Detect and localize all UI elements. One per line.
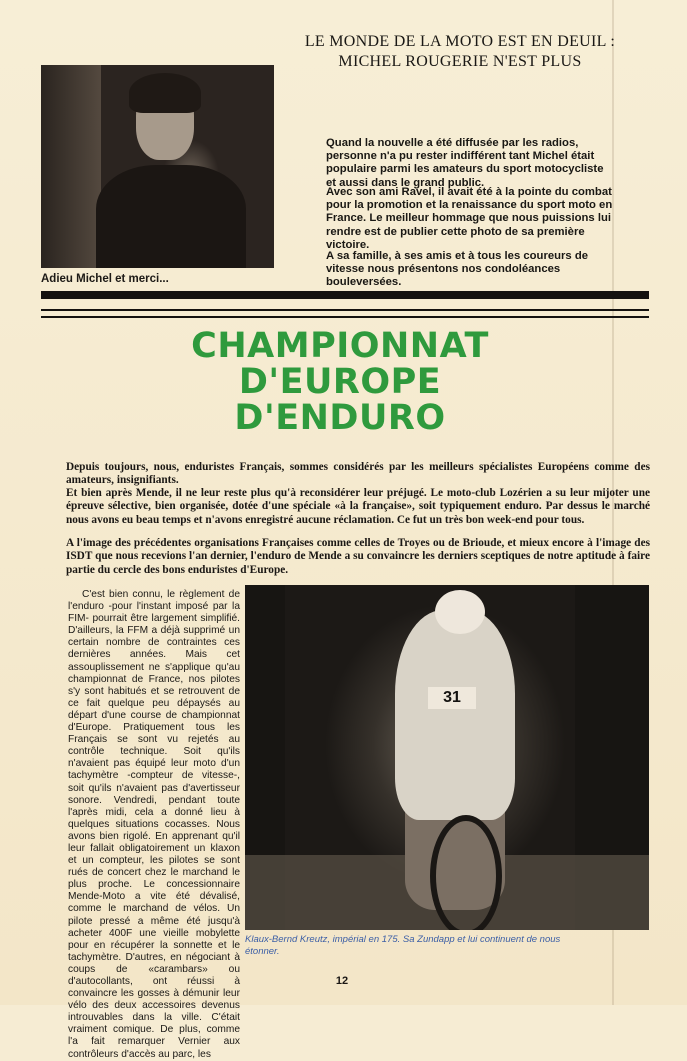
intro-paragraph-2: Et bien après Mende, il ne leur reste plus qu'à reconsidérer leur préjugé. Le moto-club Lozérien a su leur mijoter une épreuve sélective, bien organisée, dotée d'une spéciale «à la française», soit typiquement enduro. Par dessus le marché nous avons eu beau temps et n'avons enregistré aucune réclamation. Ce fut un très bon week-end pour tous.	[66, 487, 650, 526]
photo-helmet	[435, 590, 485, 634]
article-title-line-1: CHAMPIONNAT	[191, 326, 489, 366]
article-body-column: C'est bien connu, le règlement de l'enduro -pour l'instant imposé par la FIM- pourrait être largement simplifié. D'ailleurs, la FFM a déjà supprimé un certain nombre de contraintes ces dernières années. Mais cet assouplissement ne s'applique qu'au championnat de France, nos pilotes s'y sont habitués et se retrouvent de ce fait quelque peu dépaysés au départ d'une course de championnat d'Europe. Pratiquement tous les Français se sont vu rejetés au contrôle technique. Soit qu'ils n'avaient pas équipé leur moto d'un tachymètre -compteur de vitesse-, soit qu'ils n'avaient pas d'avertisseur sonore. Vendredi, pendant toute l'après midi, cela a donné lieu à quelques situations cocasses. Nous avons bien rigolé. En apprenant qu'il leur fallait obligatoirement un klaxon et un compteur, les pilotes se sont rués de concert chez le marchand le plus proche. Le concessionnaire Mende-Moto a vite été dévalisé, comme le marchand de vélos. Un pilote pressé a même été jusqu'à acheter 400F une vieille mobylette pour en récupérer la sonnette et le tachymètre. D'autres, en négociant à coups de «carambars» ou d'autocollants, ont réussi à convaincre les gosses à démunir leur vélo des deux accessoires devenus introuvables dans la ville. C'était vraiment comique. De plus, comme l'a fait remarquer Vernier aux contrôleurs d'accès au parc, les	[68, 589, 240, 1060]
number-plate: 31	[428, 687, 476, 709]
divider-thick	[41, 291, 649, 299]
photo-rider	[395, 610, 515, 820]
enduro-photo-caption: Klaux-Bernd Kreutz, impérial en 175. Sa Zundapp et lui continuent de nous étonner.	[245, 934, 561, 957]
page-number: 12	[335, 975, 349, 987]
photo-figure-hair	[129, 73, 201, 113]
rougerie-photo	[41, 65, 274, 268]
photo-front-wheel	[430, 815, 502, 930]
intro-paragraph-1: Depuis toujours, nous, enduristes Français, sommes considérés par les meilleurs spécialistes Européens comme des amateurs, insignifiants.	[66, 461, 650, 487]
rougerie-photo-caption: Adieu Michel et merci...	[41, 273, 169, 285]
intro-paragraph-3: A l'image des précédentes organisations Françaises comme celles de Troyes ou de Brioude, et mieux encore à l'image des ISDT que nous recevions l'an dernier, l'enduro de Mende a su convaincre les derniers sceptiques de notre aptitude à faire partie du cercle des bons enduristes d'Europe.	[66, 537, 650, 576]
photo-figure-body	[96, 165, 246, 268]
article-title	[180, 328, 500, 436]
obituary-paragraph-1: Quand la nouvelle a été diffusée par les radios, personne n'a pu rester indifférent tant Michel était populaire parmi les amateurs du sport motocycliste et aussi dans le grand public.	[326, 137, 604, 189]
photo-crowd	[41, 65, 101, 268]
obituary-paragraph-2: Avec son ami Ravel, il avait été à la pointe du combat pour la promotion et la renaissance du sport moto en France. Le meilleur hommage que nous puissions lui rendre est de publier cette photo de sa première victoire.	[326, 186, 613, 251]
divider-thin-1	[41, 309, 649, 311]
article-title-line-3: D'ENDURO	[234, 398, 446, 438]
obituary-paragraph-3: A sa famille, à ses amis et à tous les coureurs de vitesse nous présentons nos condoléances bouleversées.	[326, 250, 589, 289]
divider-thin-2	[41, 316, 649, 318]
enduro-rider-photo	[245, 585, 649, 930]
obituary-headline: LE MONDE DE LA MOTO EST EN DEUIL : MICHEL ROUGERIE N'EST PLUS	[304, 33, 616, 70]
article-title-line-2: D'EUROPE	[238, 362, 442, 402]
